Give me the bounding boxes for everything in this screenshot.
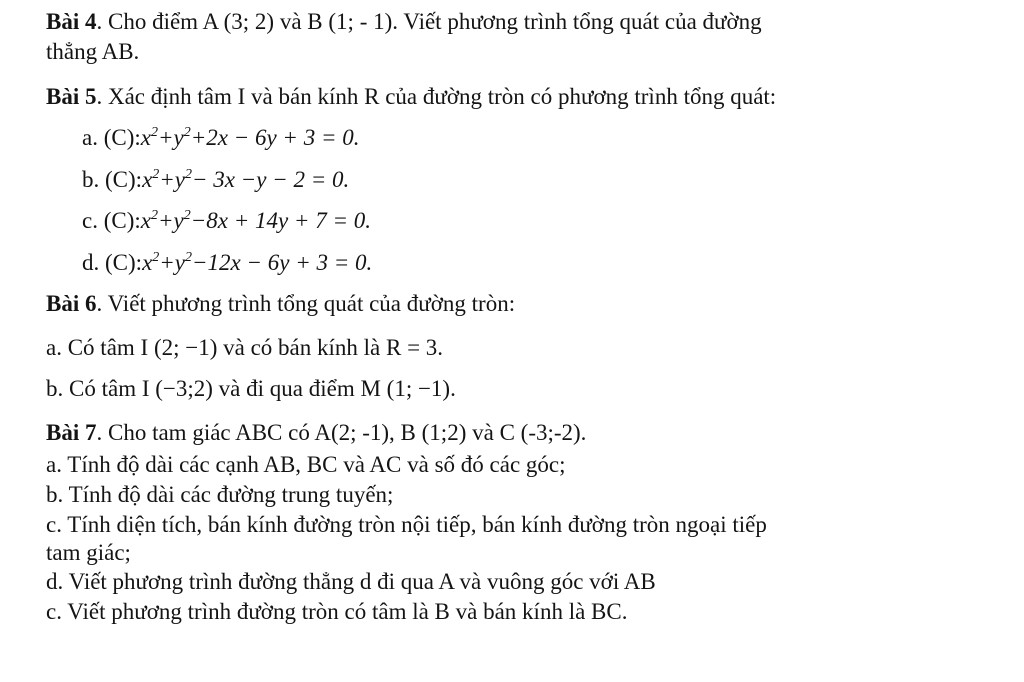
bai7-item-e: c. Viết phương trình đường tròn có tâm là B và bán kính là BC.	[46, 599, 628, 624]
bai5-item-c-exp-y: 2	[183, 208, 191, 223]
bai7-item-c-line2: tam giác;	[46, 540, 131, 565]
bai5-item-b-label: b. (C):	[82, 167, 143, 192]
bai5-item-b	[82, 166, 349, 194]
bai6-title: Bài 6	[46, 291, 97, 316]
bai5-item-d-exp-y: 2	[185, 250, 193, 265]
bai4-line1	[46, 8, 762, 36]
bai5-item-b-exp-y: 2	[185, 167, 193, 182]
bai6-text: . Viết phương trình tổng quát của đường tròn:	[96, 291, 516, 316]
bai4-title: Bài 4	[46, 9, 97, 34]
bai7-item-d: d. Viết phương trình đường thẳng d đi qua A và vuông góc với AB	[46, 569, 656, 594]
bai5-item-d-x: x	[142, 250, 153, 275]
bai7-title: Bài 7	[46, 420, 97, 445]
bai5-item-a-label: a. (C):	[82, 125, 141, 150]
bai4-text: . Cho điểm A (3; 2) và B (1; - 1). Viết phương trình tổng quát của đường	[96, 9, 762, 34]
bai5-item-a-rest: +2x − 6y + 3 = 0.	[190, 125, 360, 150]
bai6-item-b: b. Có tâm I (−3;2) và đi qua điểm M (1; −1).	[46, 376, 456, 401]
bai5-item-c-plus-y: +y	[157, 208, 184, 233]
bai6-heading	[46, 290, 515, 318]
bai5-item-c	[82, 207, 371, 235]
bai5-item-c-x: x	[140, 208, 151, 233]
bai5-item-d	[82, 249, 372, 277]
bai5-heading	[46, 83, 776, 111]
bai7-text: . Cho tam giác ABC có A(2; -1), B (1;2) và C (-3;-2).	[96, 420, 587, 445]
bai5-item-a-plus-y: +y	[157, 125, 184, 150]
bai5-item-a-exp-x: 2	[150, 125, 158, 140]
bai7-item-a: a. Tính độ dài các cạnh AB, BC và AC và số đó các góc;	[46, 452, 566, 477]
bai5-item-d-exp-x: 2	[152, 250, 160, 265]
bai5-text: . Xác định tâm I và bán kính R của đường tròn có phương trình tổng quát:	[96, 84, 777, 109]
bai5-item-c-exp-x: 2	[150, 208, 158, 223]
bai5-item-b-x: x	[142, 167, 153, 192]
bai5-item-c-label: c. (C):	[82, 208, 141, 233]
bai5-item-a	[82, 124, 359, 152]
bai5-title: Bài 5	[46, 84, 97, 109]
bai5-item-c-rest: −8x + 14y + 7 = 0.	[190, 208, 371, 233]
bai5-item-d-rest: −12x − 6y + 3 = 0.	[192, 250, 373, 275]
bai4-line2: thẳng AB.	[46, 39, 140, 64]
bai6-item-a: a. Có tâm I (2; −1) và có bán kính là R = 3.	[46, 335, 444, 360]
bai5-item-a-x: x	[140, 125, 151, 150]
bai5-item-b-exp-x: 2	[152, 167, 160, 182]
bai5-item-b-plus-y: +y	[159, 167, 186, 192]
bai5-item-a-exp-y: 2	[183, 125, 191, 140]
bai5-item-b-rest: − 3x −y − 2 = 0.	[192, 167, 350, 192]
bai5-item-d-plus-y: +y	[159, 250, 186, 275]
bai7-item-c-line1: c. Tính diện tích, bán kính đường tròn nội tiếp, bán kính đường tròn ngoại tiếp	[46, 512, 767, 537]
bai7-heading	[46, 419, 586, 447]
bai7-item-b: b. Tính độ dài các đường trung tuyến;	[46, 482, 394, 507]
bai5-item-d-label: d. (C):	[82, 250, 143, 275]
